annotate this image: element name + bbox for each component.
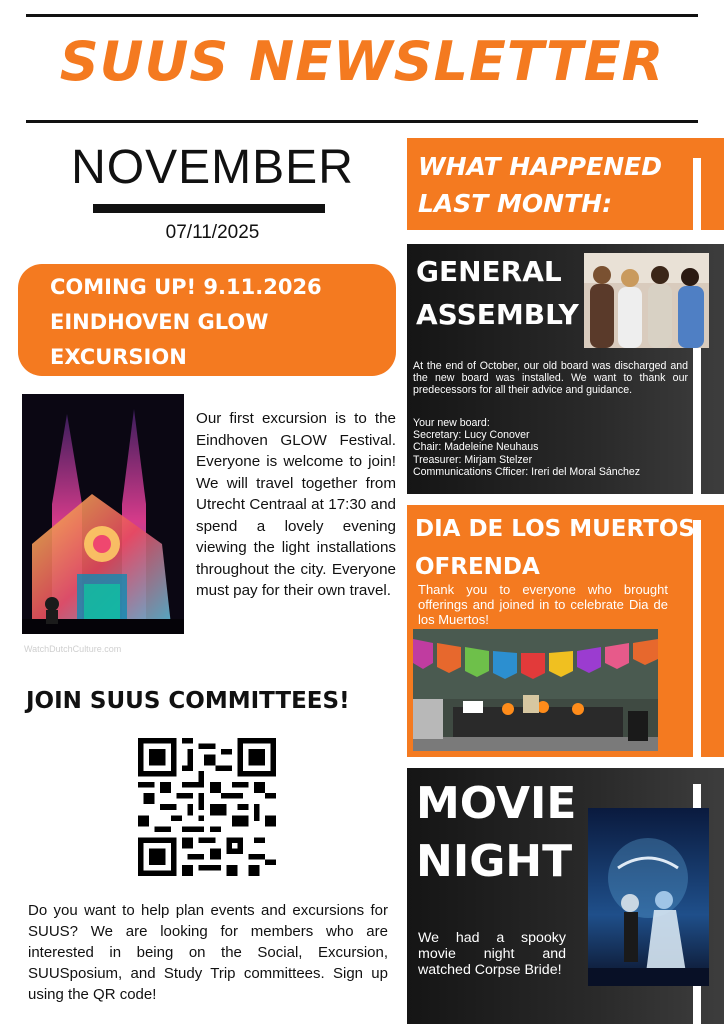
signup-qr-code[interactable] [138, 738, 276, 876]
ga-title-line: ASSEMBLY [416, 298, 579, 331]
coming-up-line: EXCURSION [50, 345, 187, 369]
coming-up-line: COMING UP! 9.11.2026 [50, 275, 322, 299]
board-photo-illustration [584, 253, 709, 348]
header-rule [26, 120, 698, 123]
movie-title-line: MOVIE [416, 778, 577, 829]
general-assembly-title [416, 250, 586, 336]
ofrenda-illustration [413, 629, 658, 751]
board-line: Communications Cfficer: Ireri del Moral Sánchez [413, 465, 641, 478]
issue-month: NOVEMBER [71, 141, 354, 194]
board-line: Treasurer: Mirjam Stelzer [413, 453, 533, 466]
dia-title [415, 510, 705, 586]
movie-poster-illustration [588, 808, 709, 986]
board-line: Chair: Madeleine Neuhaus [413, 441, 539, 454]
excursion-description: Our first excursion is to the Eindhoven GLOW Festival. Everyone is welcome to join! We will travel together from Utrecht Centraal at 17:30 and spend a lovely evening viewing the light installations throughout the city. Everyone must pay for their own travel. [196, 410, 396, 599]
last-month-line: WHAT HAPPENED [418, 152, 662, 181]
dia-title-line: DIA DE LOS MUERTOS [415, 516, 695, 542]
newsletter-title: SUUS NEWSLETTER [59, 30, 665, 93]
last-month-line: LAST MONTH: [418, 189, 613, 218]
committees-heading: JOIN SUUS COMMITTEES! [26, 688, 350, 714]
dia-title-line: OFRENDA [415, 554, 540, 580]
top-rule [26, 14, 698, 17]
coming-up-heading [50, 270, 390, 375]
cathedral-illustration [22, 394, 184, 634]
new-board-list [413, 417, 698, 478]
photo-watermark: WatchDutchCulture.com [24, 644, 122, 654]
committees-description: Do you want to help plan events and excursions for SUUS? We are looking for members who are interested in being on the Social, Excursion, SUUSposium, and Study Trip committees. Sign up using the QR code! [28, 902, 388, 1003]
general-assembly-text: At the end of October, our old board was discharged and the new board was installed. We want to thank our predecessors for all their advice and guidance. [413, 360, 688, 397]
coming-up-line: EINDHOVEN GLOW [50, 310, 269, 334]
board-group-photo [584, 253, 709, 348]
corpse-bride-poster [588, 808, 709, 986]
dia-text: Thank you to everyone who brought offerings and joined in to celebrate Dia de los Muertos! [418, 582, 668, 627]
ga-title-line: GENERAL [416, 255, 562, 288]
issue-date: 07/11/2025 [165, 222, 260, 243]
movie-night-title [416, 775, 596, 891]
qr-code-icon [138, 738, 276, 876]
last-month-heading [418, 148, 708, 222]
movie-title-line: NIGHT [416, 836, 573, 887]
movie-night-text: We had a spooky movie night and watched Corpse Bride! [418, 930, 566, 979]
ofrenda-photo [413, 629, 658, 751]
board-line: Secretary: Lucy Conover [413, 429, 530, 442]
board-line: Your new board: [413, 417, 490, 429]
glow-cathedral-photo [22, 394, 184, 634]
month-underline [93, 204, 325, 213]
